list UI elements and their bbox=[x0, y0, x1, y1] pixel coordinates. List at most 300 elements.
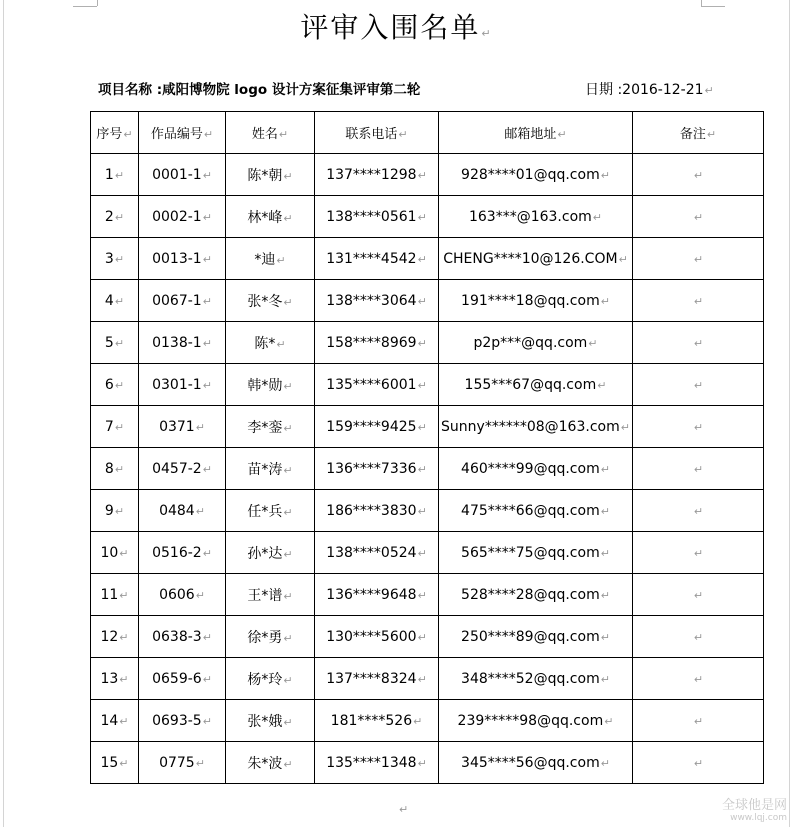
paragraph-mark: ↵ bbox=[600, 588, 610, 602]
cell-no bbox=[91, 658, 139, 700]
paragraph-mark: ↵ bbox=[417, 252, 427, 266]
cell-name-value: 杨*玲 bbox=[247, 671, 283, 688]
table-row bbox=[91, 448, 764, 490]
paragraph-mark: ↵ bbox=[283, 379, 293, 393]
cell-code bbox=[139, 406, 226, 448]
table-row bbox=[91, 658, 764, 700]
cell-email-value: CHENG****10@126.COM bbox=[443, 250, 618, 267]
cell-email bbox=[439, 322, 633, 364]
cell-no bbox=[91, 406, 139, 448]
cell-note bbox=[633, 238, 764, 280]
header-phone-label: 联系电话 bbox=[345, 127, 398, 142]
paragraph-mark: ↵ bbox=[114, 462, 125, 476]
cell-code-value: 0516-2 bbox=[152, 544, 202, 561]
cell-email bbox=[439, 742, 633, 784]
cell-phone-value: 138****0524 bbox=[326, 544, 417, 561]
paragraph-mark: ↵ bbox=[417, 672, 427, 686]
cell-phone-value: 130****5600 bbox=[326, 628, 417, 645]
cell-name-value: 朱*波 bbox=[247, 755, 283, 772]
cell-name bbox=[226, 532, 315, 574]
paragraph-mark: ↵ bbox=[283, 631, 293, 645]
cell-email bbox=[439, 406, 633, 448]
paragraph-mark: ↵ bbox=[413, 714, 423, 728]
cell-note bbox=[633, 574, 764, 616]
cell-name-value: 王*谱 bbox=[247, 587, 283, 604]
paragraph-mark: ↵ bbox=[706, 128, 717, 141]
cell-no-value: 11 bbox=[100, 586, 119, 603]
cell-email-value: 345****56@qq.com bbox=[461, 754, 600, 771]
page-edge-left bbox=[3, 0, 4, 827]
cell-code-value: 0606 bbox=[159, 586, 195, 603]
cell-phone-value: 138****3064 bbox=[326, 292, 417, 309]
paragraph-mark: ↵ bbox=[283, 757, 293, 771]
paragraph-mark: ↵ bbox=[693, 504, 704, 518]
cell-code bbox=[139, 700, 226, 742]
cell-email-value: 250****89@qq.com bbox=[461, 628, 600, 645]
paragraph-mark: ↵ bbox=[704, 84, 714, 97]
header-phone bbox=[315, 112, 439, 154]
cell-no bbox=[91, 532, 139, 574]
paragraph-mark: ↵ bbox=[417, 378, 427, 392]
cell-phone-value: 158****8969 bbox=[326, 334, 417, 351]
paragraph-mark: ↵ bbox=[693, 672, 704, 686]
cell-name-value: 陈*朝 bbox=[247, 167, 283, 184]
paragraph-mark: ↵ bbox=[195, 756, 205, 770]
paragraph-mark: ↵ bbox=[114, 210, 125, 224]
cell-phone bbox=[315, 700, 439, 742]
paragraph-mark: ↵ bbox=[600, 756, 610, 770]
paragraph-mark: ↵ bbox=[195, 420, 205, 434]
table-row bbox=[91, 532, 764, 574]
cell-email-value: 565****75@qq.com bbox=[461, 544, 600, 561]
cell-code bbox=[139, 574, 226, 616]
cell-no bbox=[91, 196, 139, 238]
cell-email-value: 163***@163.com bbox=[468, 208, 592, 225]
paragraph-mark: ↵ bbox=[417, 210, 427, 224]
paragraph-mark: ↵ bbox=[202, 210, 212, 224]
date-line bbox=[585, 80, 714, 101]
cell-note bbox=[633, 406, 764, 448]
header-no bbox=[91, 112, 139, 154]
table-row bbox=[91, 490, 764, 532]
cell-code-value: 0659-6 bbox=[152, 670, 202, 687]
cell-name-value: 苗*涛 bbox=[247, 461, 283, 478]
cell-name bbox=[226, 700, 315, 742]
cell-no-value: 2 bbox=[104, 208, 114, 225]
paragraph-mark: ↵ bbox=[693, 294, 704, 308]
cell-email bbox=[439, 700, 633, 742]
cell-code-value: 0693-5 bbox=[152, 712, 202, 729]
margin-corner-top-left bbox=[73, 0, 97, 7]
cell-no-value: 12 bbox=[100, 628, 119, 645]
paragraph-mark: ↵ bbox=[592, 210, 602, 224]
cell-phone-value: 159****9425 bbox=[326, 418, 417, 435]
paragraph-mark: ↵ bbox=[417, 336, 427, 350]
table-row bbox=[91, 616, 764, 658]
cell-no-value: 5 bbox=[104, 334, 114, 351]
paragraph-mark: ↵ bbox=[620, 420, 630, 434]
cell-phone bbox=[315, 196, 439, 238]
document-title bbox=[0, 8, 793, 54]
cell-code bbox=[139, 532, 226, 574]
cell-note bbox=[633, 322, 764, 364]
paragraph-mark: ↵ bbox=[283, 169, 293, 183]
cell-email-value: p2p***@qq.com bbox=[473, 334, 588, 351]
cell-code bbox=[139, 280, 226, 322]
paragraph-mark: ↵ bbox=[202, 294, 212, 308]
paragraph-mark: ↵ bbox=[693, 462, 704, 476]
paragraph-mark: ↵ bbox=[203, 128, 214, 141]
cell-name-value: 徐*勇 bbox=[247, 629, 283, 646]
cell-email-value: 475****66@qq.com bbox=[461, 502, 600, 519]
paragraph-mark: ↵ bbox=[114, 420, 125, 434]
cell-no-value: 6 bbox=[104, 376, 114, 393]
cell-name-value: *迪 bbox=[254, 251, 276, 268]
paragraph-mark: ↵ bbox=[202, 546, 212, 560]
cell-note bbox=[633, 154, 764, 196]
table-row bbox=[91, 322, 764, 364]
header-email bbox=[439, 112, 633, 154]
table-row bbox=[91, 280, 764, 322]
cell-no bbox=[91, 154, 139, 196]
cell-email bbox=[439, 658, 633, 700]
cell-phone-value: 137****8324 bbox=[326, 670, 417, 687]
paragraph-mark: ↵ bbox=[417, 504, 427, 518]
header-note bbox=[633, 112, 764, 154]
cell-code bbox=[139, 154, 226, 196]
paragraph-mark: ↵ bbox=[399, 803, 409, 816]
paragraph-mark: ↵ bbox=[597, 378, 607, 392]
cell-email bbox=[439, 448, 633, 490]
cell-email bbox=[439, 154, 633, 196]
shortlist-table bbox=[90, 111, 764, 784]
cell-name-value: 林*峰 bbox=[247, 209, 283, 226]
paragraph-mark: ↵ bbox=[283, 295, 293, 309]
paragraph-mark: ↵ bbox=[119, 756, 129, 770]
cell-phone bbox=[315, 364, 439, 406]
cell-phone bbox=[315, 406, 439, 448]
cell-code bbox=[139, 364, 226, 406]
header-no-label: 序号 bbox=[96, 127, 123, 142]
paragraph-mark: ↵ bbox=[417, 168, 427, 182]
cell-code-value: 0775 bbox=[159, 754, 195, 771]
paragraph-mark: ↵ bbox=[202, 252, 212, 266]
cell-code-value: 0301-1 bbox=[152, 376, 202, 393]
paragraph-mark: ↵ bbox=[693, 420, 704, 434]
cell-code bbox=[139, 238, 226, 280]
cell-code bbox=[139, 322, 226, 364]
cell-code bbox=[139, 616, 226, 658]
cell-no-value: 8 bbox=[104, 460, 114, 477]
paragraph-mark: ↵ bbox=[202, 336, 212, 350]
cell-name bbox=[226, 742, 315, 784]
cell-code-value: 0002-1 bbox=[152, 208, 202, 225]
title-text: 评审入围名单 bbox=[300, 11, 481, 44]
paragraph-mark: ↵ bbox=[600, 630, 610, 644]
paragraph-mark: ↵ bbox=[202, 462, 212, 476]
paragraph-mark: ↵ bbox=[114, 504, 125, 518]
cell-phone bbox=[315, 238, 439, 280]
watermark-text: 全球他是网 bbox=[721, 798, 787, 813]
paragraph-mark: ↵ bbox=[114, 168, 125, 182]
paragraph-mark: ↵ bbox=[114, 294, 125, 308]
paragraph-mark: ↵ bbox=[693, 546, 704, 560]
cell-phone-value: 138****0561 bbox=[326, 208, 417, 225]
cell-email-value: 191****18@qq.com bbox=[461, 292, 600, 309]
paragraph-mark: ↵ bbox=[600, 462, 610, 476]
paragraph-mark: ↵ bbox=[604, 714, 614, 728]
cell-code bbox=[139, 490, 226, 532]
page-edge-right bbox=[789, 0, 790, 827]
cell-phone bbox=[315, 154, 439, 196]
paragraph-mark: ↵ bbox=[202, 168, 212, 182]
cell-name-value: 张*冬 bbox=[247, 293, 283, 310]
cell-name-value: 孙*达 bbox=[247, 545, 283, 562]
cell-email bbox=[439, 364, 633, 406]
cell-email bbox=[439, 532, 633, 574]
cell-name bbox=[226, 322, 315, 364]
cell-email-value: 239*****98@qq.com bbox=[457, 712, 604, 729]
paragraph-mark: ↵ bbox=[283, 547, 293, 561]
cell-phone-value: 137****1298 bbox=[326, 166, 417, 183]
cell-note bbox=[633, 448, 764, 490]
cell-no bbox=[91, 490, 139, 532]
cell-phone-value: 131****4542 bbox=[326, 250, 417, 267]
paragraph-mark: ↵ bbox=[693, 588, 704, 602]
cell-email bbox=[439, 196, 633, 238]
paragraph-mark: ↵ bbox=[398, 128, 408, 141]
paragraph-mark: ↵ bbox=[119, 672, 129, 686]
cell-phone bbox=[315, 490, 439, 532]
header-code-label: 作品编号 bbox=[150, 127, 203, 142]
cell-phone bbox=[315, 658, 439, 700]
paragraph-mark: ↵ bbox=[114, 336, 125, 350]
cell-name bbox=[226, 448, 315, 490]
project-name-line bbox=[98, 80, 420, 100]
cell-name bbox=[226, 238, 315, 280]
cell-code-value: 0457-2 bbox=[152, 460, 202, 477]
cell-phone bbox=[315, 280, 439, 322]
cell-no-value: 4 bbox=[104, 292, 114, 309]
cell-name bbox=[226, 574, 315, 616]
cell-email bbox=[439, 574, 633, 616]
cell-name bbox=[226, 616, 315, 658]
paragraph-mark: ↵ bbox=[202, 672, 212, 686]
cell-no bbox=[91, 238, 139, 280]
paragraph-mark: ↵ bbox=[123, 128, 133, 141]
paragraph-mark: ↵ bbox=[283, 715, 293, 729]
cell-no-value: 10 bbox=[100, 544, 119, 561]
cell-phone-value: 135****1348 bbox=[326, 754, 417, 771]
paragraph-mark: ↵ bbox=[119, 546, 129, 560]
cell-phone bbox=[315, 448, 439, 490]
paragraph-mark: ↵ bbox=[417, 294, 427, 308]
cell-no bbox=[91, 322, 139, 364]
cell-note bbox=[633, 658, 764, 700]
paragraph-mark: ↵ bbox=[693, 210, 704, 224]
cell-code bbox=[139, 196, 226, 238]
paragraph-mark: ↵ bbox=[283, 505, 293, 519]
cell-code-value: 0371 bbox=[159, 418, 195, 435]
cell-note bbox=[633, 532, 764, 574]
cell-phone-value: 135****6001 bbox=[326, 376, 417, 393]
paragraph-mark: ↵ bbox=[276, 337, 286, 351]
paragraph-mark: ↵ bbox=[276, 253, 286, 267]
cell-email bbox=[439, 238, 633, 280]
paragraph-mark: ↵ bbox=[202, 630, 212, 644]
header-name-label: 姓名 bbox=[251, 127, 278, 142]
cell-phone-value: 136****7336 bbox=[326, 460, 417, 477]
paragraph-mark: ↵ bbox=[202, 714, 212, 728]
paragraph-mark: ↵ bbox=[693, 168, 704, 182]
cell-name bbox=[226, 196, 315, 238]
cell-email bbox=[439, 490, 633, 532]
cell-no bbox=[91, 574, 139, 616]
paragraph-mark: ↵ bbox=[114, 378, 125, 392]
project-name-text: 项目名称 :咸阳博物院 logo 设计方案征集评审第二轮 bbox=[98, 82, 421, 98]
cell-email-value: 155***67@qq.com bbox=[464, 376, 597, 393]
header-code bbox=[139, 112, 226, 154]
paragraph-mark: ↵ bbox=[600, 168, 610, 182]
cell-phone bbox=[315, 574, 439, 616]
paragraph-mark: ↵ bbox=[600, 504, 610, 518]
cell-name bbox=[226, 658, 315, 700]
paragraph-mark: ↵ bbox=[202, 378, 212, 392]
cell-email-value: 928****01@qq.com bbox=[461, 166, 600, 183]
cell-code-value: 0001-1 bbox=[152, 166, 202, 183]
header-email-label: 邮箱地址 bbox=[504, 127, 557, 142]
cell-phone-value: 186****3830 bbox=[326, 502, 417, 519]
paragraph-mark: ↵ bbox=[283, 673, 293, 687]
paragraph-mark: ↵ bbox=[600, 294, 610, 308]
cell-phone-value: 181****526 bbox=[330, 712, 413, 729]
cell-name-value: 陈* bbox=[254, 335, 276, 352]
cell-no-value: 15 bbox=[100, 754, 119, 771]
cell-code bbox=[139, 448, 226, 490]
cell-note bbox=[633, 280, 764, 322]
cell-email-value: Sunny******08@163.com bbox=[441, 418, 620, 435]
cell-no-value: 7 bbox=[104, 418, 114, 435]
margin-corner-top-right bbox=[701, 0, 725, 7]
cell-no-value: 1 bbox=[104, 166, 114, 183]
header-note-label: 备注 bbox=[679, 127, 706, 142]
margin-corner-top-right-v bbox=[701, 0, 702, 6]
table-row bbox=[91, 742, 764, 784]
cell-email-value: 528****28@qq.com bbox=[461, 586, 600, 603]
cell-no-value: 9 bbox=[104, 502, 114, 519]
paragraph-mark: ↵ bbox=[693, 756, 704, 770]
cell-phone-value: 136****9648 bbox=[326, 586, 417, 603]
cell-no bbox=[91, 364, 139, 406]
paragraph-mark: ↵ bbox=[417, 462, 427, 476]
date-text: 日期 :2016-12-21 bbox=[585, 82, 704, 98]
cell-no bbox=[91, 742, 139, 784]
cell-note bbox=[633, 364, 764, 406]
paragraph-mark: ↵ bbox=[618, 252, 628, 266]
cell-code bbox=[139, 658, 226, 700]
cell-no bbox=[91, 448, 139, 490]
cell-note bbox=[633, 700, 764, 742]
cell-name bbox=[226, 280, 315, 322]
cell-name bbox=[226, 406, 315, 448]
table-row bbox=[91, 574, 764, 616]
cell-no bbox=[91, 280, 139, 322]
cell-note bbox=[633, 616, 764, 658]
cell-phone bbox=[315, 742, 439, 784]
paragraph-mark: ↵ bbox=[693, 714, 704, 728]
paragraph-mark: ↵ bbox=[114, 252, 125, 266]
table-row bbox=[91, 364, 764, 406]
paragraph-mark: ↵ bbox=[283, 589, 293, 603]
cell-code-value: 0067-1 bbox=[152, 292, 202, 309]
paragraph-mark: ↵ bbox=[119, 588, 129, 602]
watermark bbox=[722, 799, 787, 825]
cell-no-value: 13 bbox=[100, 670, 119, 687]
table-row bbox=[91, 238, 764, 280]
cell-no-value: 3 bbox=[104, 250, 114, 267]
table-body bbox=[91, 154, 764, 784]
paragraph-mark: ↵ bbox=[600, 672, 610, 686]
table-row bbox=[91, 196, 764, 238]
table-row bbox=[91, 700, 764, 742]
cell-phone bbox=[315, 322, 439, 364]
paragraph-mark: ↵ bbox=[417, 630, 427, 644]
cell-note bbox=[633, 196, 764, 238]
cell-phone bbox=[315, 532, 439, 574]
paragraph-mark: ↵ bbox=[588, 336, 598, 350]
paragraph-mark: ↵ bbox=[693, 378, 704, 392]
paragraph-mark: ↵ bbox=[600, 546, 610, 560]
paragraph-mark: ↵ bbox=[119, 630, 129, 644]
cell-email bbox=[439, 616, 633, 658]
cell-phone bbox=[315, 616, 439, 658]
cell-email-value: 348****52@qq.com bbox=[461, 670, 600, 687]
table-row bbox=[91, 154, 764, 196]
cell-no-value: 14 bbox=[100, 712, 119, 729]
cell-no bbox=[91, 700, 139, 742]
cell-name bbox=[226, 154, 315, 196]
cell-name-value: 任*兵 bbox=[247, 503, 283, 520]
paragraph-mark: ↵ bbox=[283, 463, 293, 477]
paragraph-mark: ↵ bbox=[195, 588, 205, 602]
paragraph-mark: ↵ bbox=[417, 420, 427, 434]
table-header-row bbox=[91, 112, 764, 154]
paragraph-mark: ↵ bbox=[283, 421, 293, 435]
cell-code-value: 0013-1 bbox=[152, 250, 202, 267]
cell-name bbox=[226, 490, 315, 532]
paragraph-mark: ↵ bbox=[693, 630, 704, 644]
cell-no bbox=[91, 616, 139, 658]
margin-corner-top-left-v bbox=[97, 0, 98, 6]
paragraph-mark: ↵ bbox=[481, 27, 493, 40]
cell-code-value: 0484 bbox=[159, 502, 195, 519]
paragraph-mark: ↵ bbox=[278, 128, 289, 141]
cell-name bbox=[226, 364, 315, 406]
cell-name-value: 韩*勋 bbox=[247, 377, 283, 394]
paragraph-mark: ↵ bbox=[417, 756, 427, 770]
header-name bbox=[226, 112, 315, 154]
cell-email-value: 460****99@qq.com bbox=[461, 460, 600, 477]
paragraph-mark: ↵ bbox=[195, 504, 205, 518]
cell-note bbox=[633, 490, 764, 532]
paragraph-mark: ↵ bbox=[693, 252, 704, 266]
cell-code-value: 0138-1 bbox=[152, 334, 202, 351]
paragraph-mark: ↵ bbox=[119, 714, 129, 728]
paragraph-mark: ↵ bbox=[557, 128, 567, 141]
cell-name-value: 李*銮 bbox=[247, 419, 283, 436]
paragraph-mark: ↵ bbox=[693, 336, 704, 350]
cell-note bbox=[633, 742, 764, 784]
